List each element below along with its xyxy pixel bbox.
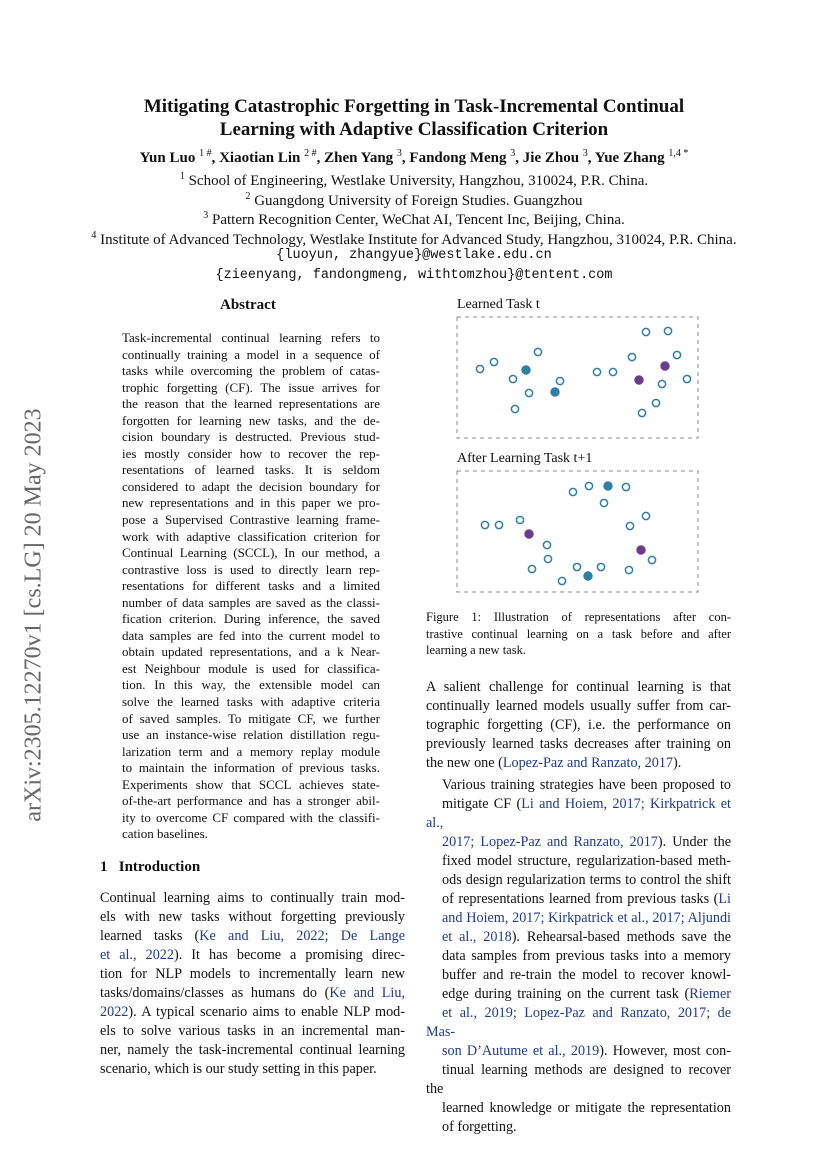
abstract-line: cision boundary is destructed. Previous stud- bbox=[122, 429, 380, 445]
abstract-line: contrastive loss is used to directly learn rep- bbox=[122, 561, 380, 577]
abstract-line: resentations of learned tasks. It is seldom bbox=[122, 462, 380, 478]
panel1-frame bbox=[457, 317, 698, 438]
representation-point bbox=[516, 516, 523, 523]
text-line bbox=[100, 1022, 405, 1041]
body-text: mitigate CF ( bbox=[442, 796, 522, 812]
citation-link[interactable]: et al., 2019; Lopez-Paz and Ranzato, 2017; de Mas- bbox=[426, 1005, 731, 1040]
abstract-line: of saved samples. To mitigate CF, we further bbox=[122, 710, 380, 726]
abstract-line: new representations and in this paper we pro- bbox=[122, 495, 380, 511]
author-affiliation-marker: 3 bbox=[510, 148, 516, 159]
text-line bbox=[100, 946, 405, 965]
author-affiliation-marker: 1 # bbox=[199, 148, 212, 159]
abstract-line: tion. In this way, the extensible model can bbox=[122, 677, 380, 693]
abstract-line: ity to overcome CF compared with the classifi- bbox=[122, 809, 380, 825]
figure-1 bbox=[456, 295, 716, 605]
abstract-heading: Abstract bbox=[220, 297, 276, 313]
citation-link[interactable]: son D’Autume et al., 2019 bbox=[442, 1043, 600, 1059]
representation-point bbox=[569, 488, 576, 495]
abstract-line: Continual Learning (SCCL), In our method, a bbox=[122, 545, 380, 561]
body-text: of forgetting. bbox=[442, 1119, 517, 1135]
paper-title-line2: Learning with Adaptive Classification Criterion bbox=[219, 119, 609, 140]
figure-1-svg bbox=[456, 295, 716, 605]
text-line bbox=[426, 1118, 731, 1137]
text-line bbox=[100, 984, 405, 1003]
text-line bbox=[100, 908, 405, 927]
abstract-line: continually training a model in a sequence of bbox=[122, 346, 380, 362]
abstract-line: trophic forgetting (CF). The issue arrives for bbox=[122, 379, 380, 395]
representation-point bbox=[481, 521, 488, 528]
body-text: ods design regularization terms to control the shift bbox=[442, 872, 731, 888]
panel1-label: Learned Task t bbox=[457, 297, 540, 312]
panel2-label: After Learning Task t+1 bbox=[457, 451, 593, 466]
abstract-line: resentations for different tasks and a limited bbox=[122, 578, 380, 594]
citation-link[interactable]: Li and Hoiem, 2017; Kirkpatrick et al., bbox=[426, 796, 731, 831]
author-name: Jie Zhou $^3$ bbox=[522, 148, 588, 166]
author-affiliation-marker: 1,4 * bbox=[668, 148, 689, 159]
representation-point bbox=[476, 365, 483, 372]
representation-point bbox=[593, 368, 600, 375]
filled-sample-point bbox=[635, 376, 643, 384]
citation-link[interactable]: Ke and Liu, bbox=[329, 985, 405, 1001]
section-title: Introduction bbox=[118, 859, 201, 875]
paper-title-line1: Mitigating Catastrophic Forgetting in Task-Incremental Continual bbox=[143, 96, 685, 117]
abstract-line: solve the learned tasks with adaptive criteria bbox=[122, 694, 380, 710]
citation-link[interactable]: Riemer bbox=[689, 986, 731, 1002]
body-text: els with new tasks without forgetting previously bbox=[100, 909, 405, 925]
body-text: learned tasks ( bbox=[100, 928, 200, 944]
abstract-line: forgotten for learning new tasks, and the de- bbox=[122, 412, 380, 428]
citation-link[interactable]: Ke and Liu, 2022; De Lange bbox=[199, 928, 405, 944]
author-affiliation-marker: 2 # bbox=[304, 148, 317, 159]
text-line bbox=[426, 1042, 731, 1061]
text-line bbox=[426, 735, 731, 754]
body-text: tion for NLP models to incrementally learn new bbox=[100, 966, 405, 982]
section-heading-introduction bbox=[100, 859, 200, 876]
body-text: ). It has become a promising direc- bbox=[174, 947, 405, 963]
representation-point bbox=[648, 556, 655, 563]
citation-link[interactable]: Li bbox=[718, 891, 731, 907]
filled-sample-point bbox=[661, 362, 669, 370]
text-line bbox=[426, 833, 731, 852]
body-text: of representations learned from previous tasks ( bbox=[442, 891, 719, 907]
email-line-2: {zieenyang, fandongmeng, withtomzhou}@tentent.com bbox=[215, 268, 613, 283]
representation-point bbox=[600, 499, 607, 506]
author-name: Yun Luo $^{1 \#}$ bbox=[139, 148, 212, 166]
representation-point bbox=[495, 521, 502, 528]
right-paragraph-2 bbox=[426, 776, 731, 1137]
text-line bbox=[100, 889, 405, 908]
body-text: Various training strategies have been proposed to bbox=[442, 777, 731, 793]
intro-paragraph bbox=[100, 889, 405, 1079]
representation-point bbox=[597, 563, 604, 570]
abstract-line: Task-incremental continual learning refers to bbox=[122, 330, 380, 345]
abstract-line: Experiments show that SCCL achieves state- bbox=[122, 776, 380, 792]
text-line bbox=[426, 776, 731, 795]
representation-point bbox=[534, 348, 541, 355]
text-line bbox=[426, 909, 731, 928]
filled-sample-point bbox=[551, 388, 559, 396]
body-text: ). bbox=[673, 755, 682, 771]
representation-point bbox=[683, 375, 690, 382]
affiliation-2: $^2$ Guangdong University of Foreign Studies. Guangzhou bbox=[245, 191, 583, 209]
text-line bbox=[426, 697, 731, 716]
abstract-line: obtain updated representations, and a k Near- bbox=[122, 644, 380, 660]
text-line bbox=[426, 678, 731, 697]
filled-sample-point bbox=[604, 482, 612, 490]
abstract-line: data samples are fed into the current model to bbox=[122, 627, 380, 643]
caption-line: Figure 1: Illustration of representations after con- bbox=[426, 610, 731, 624]
body-text: ). A typical scenario aims to enable NLP mod- bbox=[128, 1004, 405, 1020]
text-line bbox=[100, 965, 405, 984]
text-line bbox=[100, 1060, 405, 1079]
abstract-line: larization term and a memory replay module bbox=[122, 743, 380, 759]
abstract-line: tasks while overcoming the problem of catas- bbox=[122, 363, 380, 379]
text-line bbox=[426, 966, 731, 985]
text-line bbox=[426, 1061, 731, 1099]
body-text: els to solve various tasks in an incremental man- bbox=[100, 1023, 405, 1039]
body-text: Continual learning aims to continually train mod- bbox=[100, 890, 405, 906]
representation-point bbox=[511, 405, 518, 412]
section-number: 1 bbox=[100, 859, 108, 875]
representation-point bbox=[628, 353, 635, 360]
author-name: Yue Zhang $^{1,4 *}$ bbox=[594, 148, 689, 166]
author-list: Yun Luo $^{1 \#}$, Xiaotian Lin $^{2 \#}$, Zhen Yang $^3$, Fandong Meng $^3$, Jie Zhou $^3$, Yue Zhang $^{1,4 *}$ bbox=[139, 148, 689, 166]
representation-point bbox=[652, 399, 659, 406]
body-text: scenario, which is our study setting in this paper. bbox=[100, 1061, 377, 1077]
representation-point bbox=[625, 566, 632, 573]
figure-caption bbox=[426, 609, 731, 659]
text-line bbox=[100, 927, 405, 946]
body-text: buffer and re-train the model to recover knowl- bbox=[442, 967, 731, 983]
representation-point bbox=[556, 377, 563, 384]
text-line bbox=[100, 1041, 405, 1060]
text-line bbox=[426, 985, 731, 1004]
citation-link[interactable]: Lopez-Paz and Ranzato, 2017 bbox=[502, 755, 674, 771]
filled-sample-point bbox=[522, 366, 530, 374]
filled-sample-point bbox=[584, 572, 592, 580]
filled-sample-point bbox=[637, 546, 645, 554]
body-text: learned knowledge or mitigate the representation bbox=[442, 1100, 731, 1116]
body-text: A salient challenge for continual learning is that bbox=[426, 679, 731, 695]
body-text: ). However, most con- bbox=[599, 1043, 731, 1059]
abstract-line: pose a Supervised Contrastive learning frame- bbox=[122, 512, 380, 528]
author-affiliation-marker: 3 bbox=[396, 148, 402, 159]
representation-point bbox=[626, 522, 633, 529]
body-text: tasks/domains/classes as humans do ( bbox=[100, 985, 330, 1001]
paper-title bbox=[0, 95, 828, 141]
text-line bbox=[426, 890, 731, 909]
abstract-line: of-the-art performance and has a stronger abil- bbox=[122, 793, 380, 809]
citation-link[interactable]: et al., 2018 bbox=[442, 929, 512, 945]
abstract-body bbox=[122, 330, 380, 843]
text-line bbox=[426, 795, 731, 833]
text-line bbox=[426, 1004, 731, 1042]
abstract-line: the reason that the learned representations are bbox=[122, 396, 380, 412]
author-affiliation-marker: 3 bbox=[582, 148, 588, 159]
text-line bbox=[426, 928, 731, 947]
text-line bbox=[426, 852, 731, 871]
body-text: ). Rehearsal-based methods save the bbox=[511, 929, 731, 945]
representation-point bbox=[528, 565, 535, 572]
body-text: previously learned tasks decreases after training on bbox=[426, 736, 731, 752]
body-text: edge during training on the current task ( bbox=[442, 986, 690, 1002]
text-line bbox=[426, 716, 731, 735]
representation-point bbox=[673, 351, 680, 358]
author-name: Zhen Yang $^3$ bbox=[324, 148, 402, 166]
representation-point bbox=[609, 368, 616, 375]
filled-sample-point bbox=[525, 530, 533, 538]
body-text: ner, namely the task-incremental continual learning bbox=[100, 1042, 405, 1058]
arxiv-stamp: arXiv:2305.12270v1 [cs.LG] 20 May 2023 bbox=[20, 408, 47, 822]
citation-link[interactable]: 2022 bbox=[100, 1004, 129, 1020]
representation-point bbox=[642, 328, 649, 335]
panel2-frame bbox=[457, 471, 698, 592]
citation-link[interactable]: et al., 2022 bbox=[100, 947, 174, 963]
author-name: Fandong Meng $^3$ bbox=[409, 148, 516, 166]
representation-point bbox=[642, 512, 649, 519]
affiliation-3: $^3$ Pattern Recognition Center, WeChat AI, Tencent Inc, Beijing, China. bbox=[203, 210, 625, 228]
representation-point bbox=[573, 563, 580, 570]
representation-point bbox=[525, 389, 532, 396]
text-line bbox=[426, 1099, 731, 1118]
affiliation-1: $^1$ School of Engineering, Westlake University, Hangzhou, 310024, P.R. China. bbox=[179, 171, 649, 189]
body-text: continually learned models usually suffer from car- bbox=[426, 698, 731, 714]
body-text: data samples from previous tasks into a memory bbox=[442, 948, 731, 964]
text-line bbox=[426, 947, 731, 966]
abstract-line: est Neighbour module is used for classifica- bbox=[122, 660, 380, 676]
representation-point bbox=[509, 375, 516, 382]
right-paragraph-1 bbox=[426, 678, 731, 773]
abstract-line: to maintain the information of previous tasks. bbox=[122, 760, 380, 776]
representation-point bbox=[638, 409, 645, 416]
text-line bbox=[426, 754, 731, 773]
abstract-line: cation baselines. bbox=[122, 826, 208, 842]
representation-point bbox=[543, 541, 550, 548]
author-name: Xiaotian Lin $^{2 \#}$ bbox=[219, 148, 317, 166]
body-text: fixed model structure, regularization-based meth- bbox=[442, 853, 731, 869]
representation-point bbox=[622, 483, 629, 490]
affiliation-4: $^4$ Institute of Advanced Technology, Westlake Institute for Advanced Study, Hangzhou, 310024, P.R. China. bbox=[91, 230, 737, 248]
representation-point bbox=[558, 577, 565, 584]
text-line bbox=[100, 1003, 405, 1022]
abstract-line: ies mostly consider how to recover the rep- bbox=[122, 445, 380, 461]
text-line bbox=[426, 871, 731, 890]
representation-point bbox=[490, 358, 497, 365]
representation-point bbox=[658, 380, 665, 387]
body-text: the new one ( bbox=[426, 755, 503, 771]
body-text: tographic forgetting (CF), i.e. the performance on bbox=[426, 717, 731, 733]
abstract-line: fication criterion. During inference, the saved bbox=[122, 611, 380, 627]
abstract-line: work with adaptive classification criterion for bbox=[122, 528, 380, 544]
caption-line: trastive continual learning on a task before and after bbox=[426, 626, 731, 641]
citation-link[interactable]: and Hoiem, 2017; Kirkpatrick et al., 2017; Aljundi bbox=[442, 910, 731, 926]
abstract-line: considered to adapt the decision boundary for bbox=[122, 478, 380, 494]
representation-point bbox=[664, 327, 671, 334]
body-text: tinual learning methods are designed to recover the bbox=[426, 1062, 731, 1097]
abstract-line: use an instance-wise relation distillation regu- bbox=[122, 727, 380, 743]
email-line-1: {luoyun, zhangyue}@westlake.edu.cn bbox=[276, 248, 552, 263]
representation-point bbox=[544, 555, 551, 562]
caption-line: learning a new task. bbox=[426, 643, 526, 658]
representation-point bbox=[585, 482, 592, 489]
abstract-line: number of data samples are saved as the classi- bbox=[122, 594, 380, 610]
body-text: ). Under the bbox=[657, 834, 731, 850]
citation-link[interactable]: 2017; Lopez-Paz and Ranzato, 2017 bbox=[442, 834, 658, 850]
